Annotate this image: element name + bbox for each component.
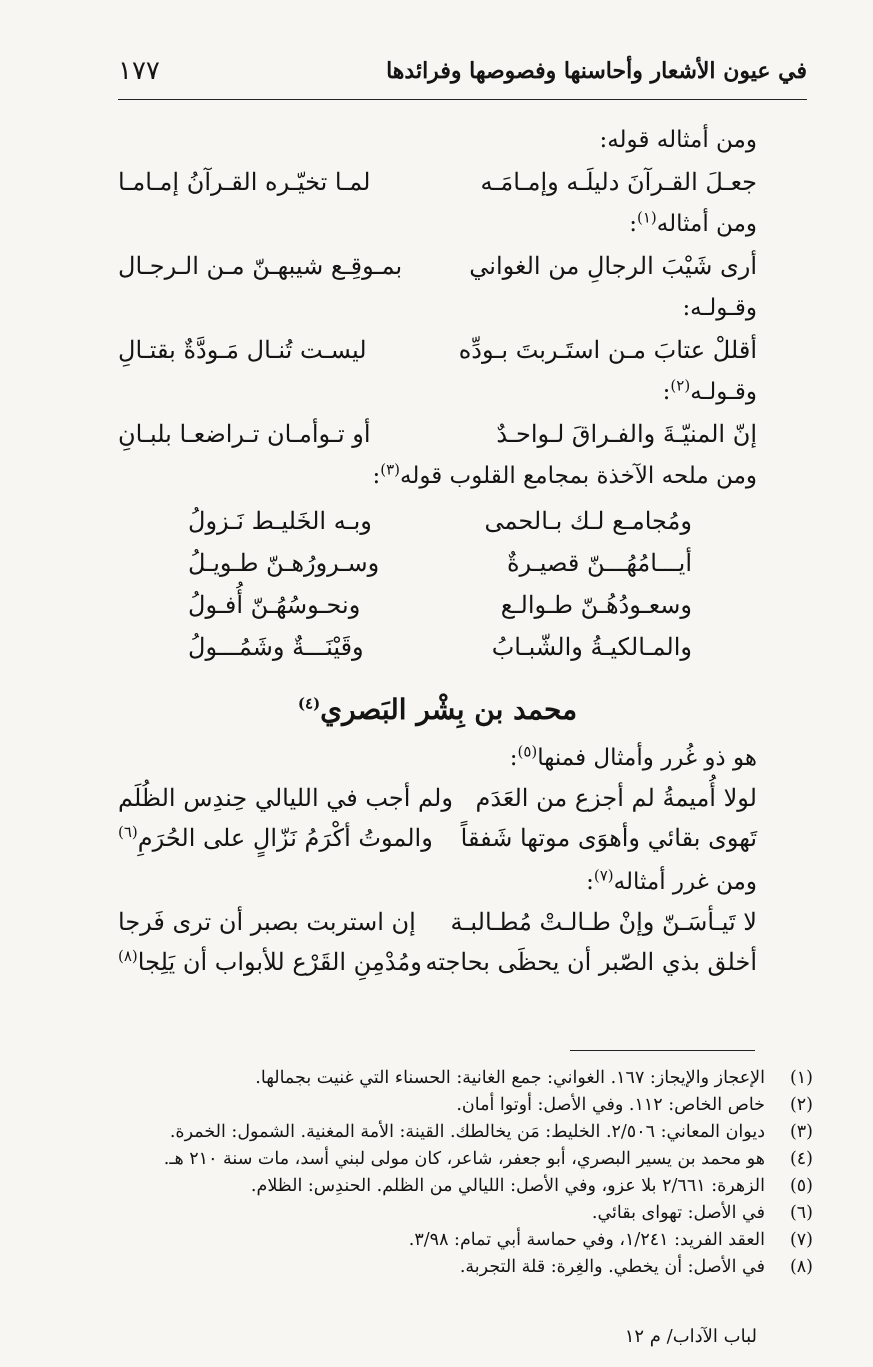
verse-second-hemistich: ونحـوسُهُـنّ أُفـولُ — [188, 591, 361, 619]
footnote-ref: (٤) — [297, 694, 321, 713]
footnote-ref: (٦) — [118, 823, 138, 841]
verse-first-hemistich: لا تَيـأسَـنّ وإنْ طـالـتْ مُطـالبـة — [450, 908, 757, 936]
verse-second-hemistich: أو تـوأمـان تـراضعـا بلبـانِ — [118, 420, 371, 448]
verse-second-hemistich: وسـرورُهـنّ طـويـلُ — [188, 549, 380, 577]
verse-first-hemistich: لولا أُميمةُ لم أجزع من العَدَم — [475, 784, 757, 812]
footnote-ref: (١) — [636, 208, 657, 227]
footnote-text: في الأصل: أن يخطي. والغِرة: قلة التجربة. — [459, 1257, 765, 1277]
verse — [118, 160, 757, 204]
intro-line: هو ذو غُرر وأمثال فمنها$^{(٥)}$: — [509, 742, 757, 771]
verse-first-hemistich: أقللْ عتابَ مـن استَـربتَ بـودِّه — [458, 336, 757, 364]
verse-first-hemistich: أيـــامُهُـــنّ قصيـرةٌ — [506, 549, 692, 577]
footnote-number: (٥) — [789, 1176, 813, 1196]
verse-second-hemistich: لمـا تخيّـره القـرآنُ إمـامـا — [118, 168, 371, 196]
book-signature: لباب الآداب/ م ١٢ — [624, 1326, 757, 1347]
footnote — [100, 1119, 813, 1146]
footnote-text: الزهرة: ٢/٦٦١ بلا عزو، وفي الأصل: الليالي من الظلم. الحندِس: الظلام. — [250, 1176, 765, 1196]
header-title: في عيون الأشعار وأحاسنها وفصوصها وفرائدها — [386, 58, 807, 84]
footnote-text: الإعجاز والإيجاز: ١٦٧. الغواني: جمع الغانية: الحسناء التي غنيت بجمالها. — [255, 1068, 765, 1088]
verse-first-hemistich: أخلق بذي الصّبر أن يحظَى بحاجته — [425, 948, 757, 976]
footnote-ref: (٢) — [670, 376, 691, 395]
footnote-text: هو محمد بن يسير البصري، أبو جعفر، شاعر، كان مولى لبني أسد، مات سنة ٢١٠ هـ. — [163, 1149, 765, 1169]
verse-first-hemistich: والمـالكيـةُ والشّبـابُ — [491, 633, 692, 661]
verse — [188, 542, 692, 584]
footnote-ref: (٨) — [118, 947, 138, 965]
verse-first-hemistich: أرى شَيْبَ الرجالِ من الغواني — [469, 252, 757, 280]
verse — [118, 412, 757, 456]
verse — [118, 328, 757, 372]
verse — [118, 942, 757, 982]
footnote-ref: (٥) — [517, 742, 538, 761]
verse-first-hemistich: وسعـودُهُـنّ طـوالـع — [500, 591, 692, 619]
footnote-number: (٤) — [789, 1149, 813, 1169]
verse-second-hemistich: بمـوقِـع شيبهـنّ مـن الـرجـال — [118, 252, 403, 280]
verse-second-hemistich: ليسـت تُنـال مَـودَّةٌ بقتـالِ — [118, 336, 367, 364]
intro-line: وقـولـه$^{(٢)}$: — [662, 376, 757, 405]
verse — [188, 584, 692, 626]
verse-first-hemistich: إنّ المنيّـةَ والفـراقَ لـواحـدٌ — [496, 420, 757, 448]
verse — [118, 244, 757, 288]
footnote — [100, 1173, 813, 1200]
verse-second-hemistich: وبـه الخَليـط نَـزولُ — [188, 507, 372, 535]
footnote-ref: (٧) — [593, 866, 614, 885]
verse-first-hemistich: تَهوى بقائي وأهوَى موتها شَفقاً — [460, 824, 757, 852]
section-heading: محمد بن بِشْر البَصري$^{(٤)}$ — [297, 693, 578, 726]
verse-second-hemistich: والموتُ أكْرَمُ نَزّالٍ على الحُرَمِ$^{(٦)}$ — [118, 823, 433, 852]
footnote-number: (٣) — [789, 1122, 813, 1142]
footnote-text: العقد الفريد: ١/٢٤١، وفي حماسة أبي تمام: ٣/٩٨. — [408, 1230, 765, 1250]
verse — [188, 500, 692, 542]
page-number: ١٧٧ — [118, 56, 160, 86]
footnote-number: (٦) — [789, 1203, 813, 1223]
verse-second-hemistich: وقَيْنَـــةٌ وشَمُـــولُ — [188, 633, 364, 661]
verse-first-hemistich: ومُجامـع لـك بـالحمى — [484, 507, 692, 535]
intro-line: وقـولـه: — [682, 295, 757, 321]
ode-stanza — [188, 500, 692, 668]
footnote — [100, 1065, 813, 1092]
verse — [118, 902, 757, 942]
footnote — [100, 1200, 813, 1227]
verse-second-hemistich: ومُدْمِنِ القَرْع للأبواب أن يَلِجا$^{(٨)}$ — [118, 947, 422, 976]
footnote — [100, 1227, 813, 1254]
footnote — [100, 1254, 813, 1281]
intro-line: ومن ملحه الآخذة بمجامع القلوب قوله$^{(٣)}$: — [372, 460, 757, 489]
running-header — [118, 52, 807, 100]
verse-first-hemistich: جعـلَ القـرآنَ دليلَـه وإمـامَـه — [480, 168, 757, 196]
footnote — [100, 1146, 813, 1173]
intro-line: ومن أمثاله قوله: — [599, 127, 757, 153]
footnote-text: في الأصل: تهواى بقائي. — [591, 1203, 765, 1223]
footnote-number: (٨) — [789, 1257, 813, 1277]
footnote — [100, 1092, 813, 1119]
footnote-text: ديوان المعاني: ٢/٥٠٦. الخليط: مَن يخالطك. القينة: الأمة المغنية. الشمول: الخمرة. — [169, 1122, 765, 1142]
verse-second-hemistich: إن استربت بصبر أن ترى فَرجا — [118, 908, 416, 936]
main-text — [118, 120, 757, 982]
verse — [118, 818, 757, 858]
footnote-separator — [570, 1050, 755, 1051]
header-rule — [118, 99, 807, 100]
footnote-ref: (٣) — [380, 460, 401, 479]
footnote-text: خاص الخاص: ١١٢. وفي الأصل: أوتوا أمان. — [456, 1095, 765, 1115]
footnote-number: (٢) — [789, 1095, 813, 1115]
intro-line: ومن غرر أمثاله$^{(٧)}$: — [586, 866, 757, 895]
footnotes — [100, 1065, 813, 1281]
verse-second-hemistich: ولم أجب في الليالي حِندِس الظُلَم — [118, 784, 453, 812]
intro-line: ومن أمثاله$^{(١)}$: — [629, 208, 757, 237]
footnote-number: (١) — [789, 1068, 813, 1088]
verse — [188, 626, 692, 668]
footnote-number: (٧) — [789, 1230, 813, 1250]
verse — [118, 778, 757, 818]
